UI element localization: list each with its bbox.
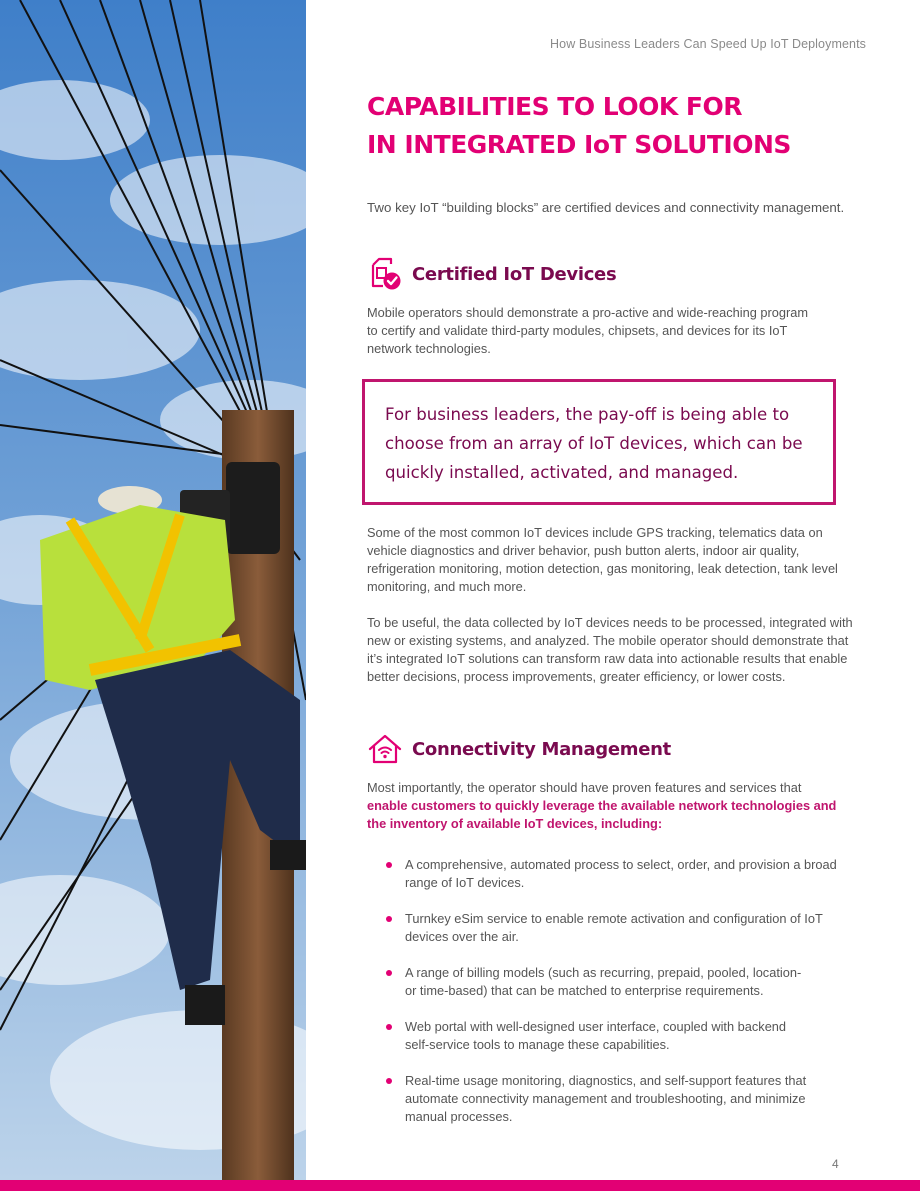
text-line: automate connectivity management and troubleshooting, and minimize	[405, 1091, 806, 1106]
text-line: Mobile operators should demonstrate a pro-active and wide-reaching program	[367, 305, 809, 320]
page-title-line: IN INTEGRATED IoT SOLUTIONS	[367, 130, 791, 159]
text-line: range of IoT devices.	[405, 875, 525, 890]
text-line: to certify and validate third-party modules, chipsets, and devices for its IoT	[367, 323, 788, 338]
text-line: monitoring, and much more.	[367, 579, 527, 594]
bullet-icon	[386, 916, 392, 922]
callout-line: choose from an array of IoT devices, which can be	[385, 434, 803, 453]
capabilities-list	[384, 856, 837, 1126]
connected-home-icon	[367, 731, 403, 767]
text-line: To be useful, the data collected by IoT devices needs to be processed, integrated with	[367, 615, 853, 630]
text-line: Real-time usage monitoring, diagnostics, and self-support features that	[405, 1073, 807, 1088]
list-item	[384, 910, 837, 946]
section-heading: Certified IoT Devices	[412, 263, 617, 285]
page-title-line: CAPABILITIES TO LOOK FOR	[367, 92, 743, 121]
text-line: vehicle diagnostics and driver behavior, push button alerts, indoor air quality,	[367, 543, 800, 558]
bullet-icon	[386, 862, 392, 868]
data-processing-text	[367, 614, 853, 686]
text-line: Some of the most common IoT devices include GPS tracking, telematics data on	[367, 525, 823, 540]
bullet-icon	[386, 1078, 392, 1084]
text-line: A range of billing models (such as recurring, prepaid, pooled, location-	[405, 965, 802, 980]
text-line: self-service tools to manage these capabilities.	[405, 1037, 670, 1052]
device-examples-text	[367, 524, 838, 596]
bullet-icon	[386, 1024, 392, 1030]
list-item	[384, 856, 837, 892]
text-line: or time-based) that can be matched to enterprise requirements.	[405, 983, 764, 998]
page-title	[367, 88, 791, 164]
list-item	[384, 1018, 837, 1054]
text-line: Web portal with well-designed user interface, coupled with backend	[405, 1019, 787, 1034]
text-line: new or existing systems, and analyzed. The mobile operator should demonstrate that	[367, 633, 849, 648]
running-header: How Business Leaders Can Speed Up IoT Deployments	[550, 37, 866, 51]
list-item	[384, 964, 837, 1000]
page-number: 4	[832, 1157, 839, 1171]
callout-line: For business leaders, the pay-off is being able to	[385, 405, 790, 424]
connectivity-text	[367, 779, 836, 833]
highlight-line: enable customers to quickly leverage the available network technologies and	[367, 798, 837, 813]
section-heading: Connectivity Management	[412, 738, 671, 760]
callout-box	[362, 379, 836, 505]
certified-devices-heading	[367, 256, 616, 292]
bullet-icon	[386, 970, 392, 976]
footer-bar	[0, 1180, 920, 1191]
text-line: devices over the air.	[405, 929, 519, 944]
connectivity-heading	[367, 731, 671, 767]
text-line: manual processes.	[405, 1109, 513, 1124]
callout-text	[385, 400, 803, 487]
callout-line: quickly installed, activated, and managed.	[385, 463, 739, 482]
certified-device-icon	[367, 256, 403, 292]
text-line: it’s integrated IoT solutions can transform raw data into actionable results that enable	[367, 651, 848, 666]
text-line: Most importantly, the operator should have proven features and services that	[367, 780, 802, 795]
text-line: better decisions, process improvements, greater efficiency, or lower costs.	[367, 669, 786, 684]
technician-photo	[0, 0, 306, 1180]
highlight-line: the inventory of available IoT devices, including:	[367, 816, 663, 831]
certified-devices-text	[367, 304, 808, 358]
intro-text: Two key IoT “building blocks” are certified devices and connectivity management.	[367, 200, 845, 215]
text-line: Turnkey eSim service to enable remote activation and configuration of IoT	[405, 911, 823, 926]
list-item	[384, 1072, 837, 1126]
text-line: A comprehensive, automated process to select, order, and provision a broad	[405, 857, 837, 872]
text-line: refrigeration monitoring, motion detection, gas monitoring, leak detection, tank level	[367, 561, 838, 576]
text-line: network technologies.	[367, 341, 491, 356]
